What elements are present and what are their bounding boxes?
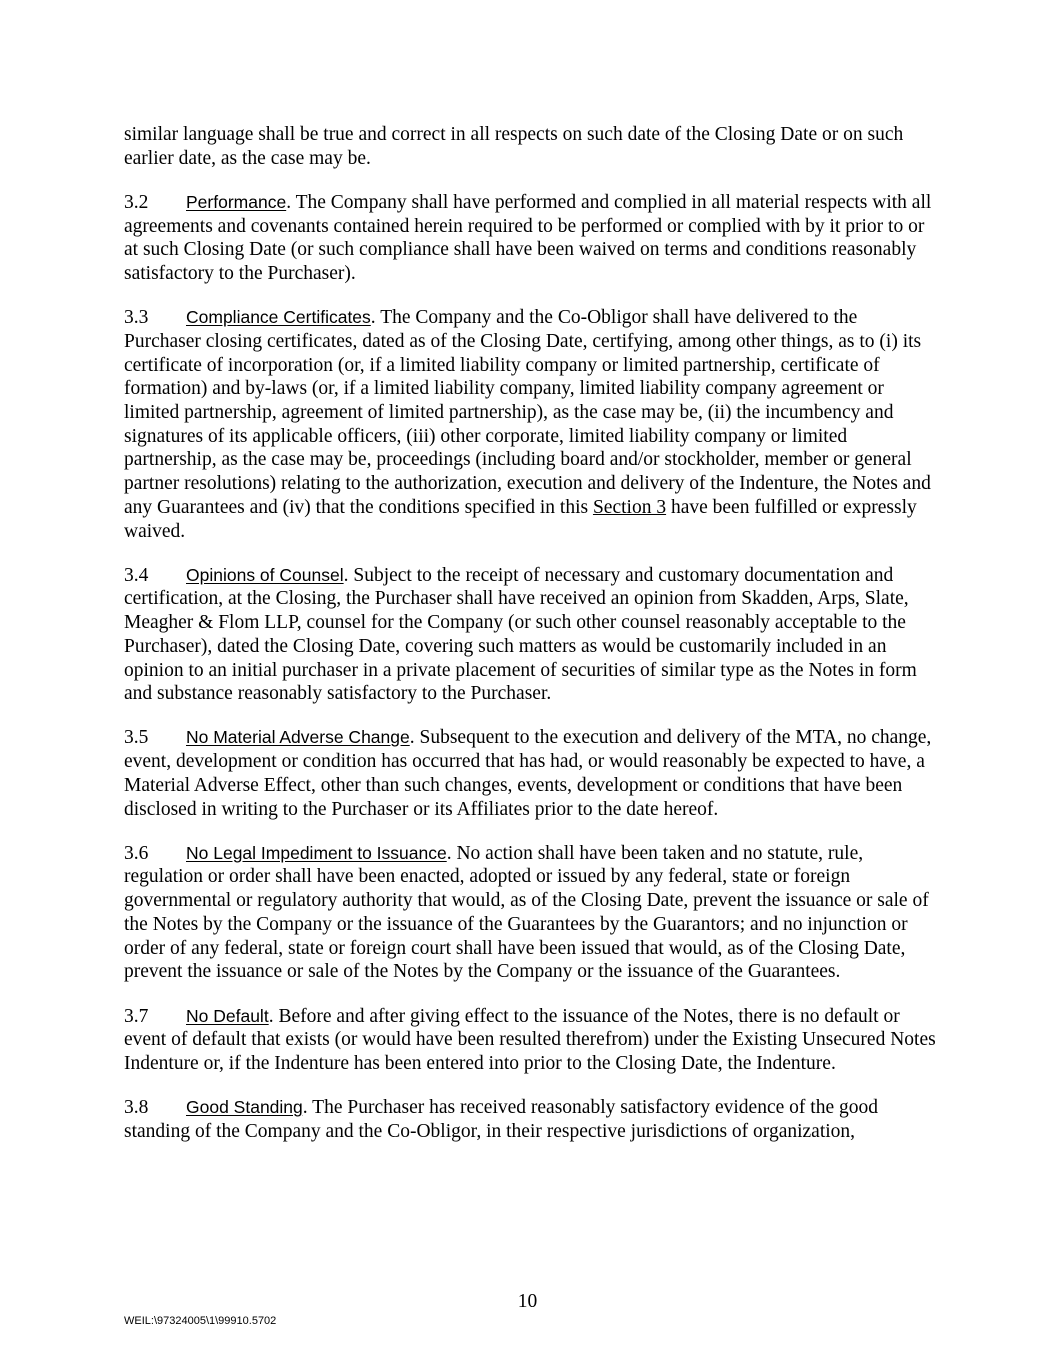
section-3-2 xyxy=(124,191,936,286)
section-number: 3.4 xyxy=(124,564,149,586)
section-3-6 xyxy=(124,842,936,984)
page-number: 10 xyxy=(517,1291,538,1312)
section-3-8 xyxy=(124,1096,936,1143)
section-number: 3.7 xyxy=(124,1005,149,1027)
section-body: . Subsequent to the execution and delivery of the MTA, no change, event, development or condition has occurred that has had, or would reasonably be expected to have, a Material Adverse Effect, other than such changes, events, development or conditions that have been disclosed in writing to the Purchaser or its Affiliates prior to the date hereof. xyxy=(124,727,932,820)
section-3-7 xyxy=(124,1005,936,1076)
document-id: WEIL:\97324005\1\99910.5702 xyxy=(124,1315,277,1327)
section-3-4 xyxy=(124,564,936,706)
section-number: 3.6 xyxy=(124,842,149,864)
section-3-5 xyxy=(124,726,936,821)
continuation-text: similar language shall be true and correct in all respects on such date of the Closing Date or on such earlier date, as the case may be. xyxy=(124,124,904,169)
section-heading: Good Standing xyxy=(186,1097,303,1118)
section-body: . No action shall have been taken and no statute, rule, regulation or order shall have been enacted, adopted or issued by any federal, state or foreign governmental or regulatory authority that would, as of the Closing Date, prevent the issuance or sale of the Notes by the Company or the issuance of the Guarantees by the Guarantors; and no injunction or order of any federal, state or foreign court shall have been issued that would, as of the Closing Date, prevent the issuance or sale of the Notes by the Company or the issuance of the Guarantees. xyxy=(124,842,929,983)
section-3-3 xyxy=(124,306,936,543)
section-number: 3.3 xyxy=(124,307,149,329)
section-body: . The Purchaser has received reasonably satisfactory evidence of the good standing of the Company and the Co-Obligor, in their respective jurisdictions of organization, xyxy=(124,1097,878,1142)
section-heading: Compliance Certificates xyxy=(186,307,371,328)
section-number: 3.8 xyxy=(124,1097,149,1119)
section-body: . The Company and the Co-Obligor shall have delivered to the Purchaser closing certificates, dated as of the Closing Date, certifying, among other things, as to (i) its certificate of incorporation (or, if a limited liability company or limited partnership, certificate of formation) and by-laws (or, if a limited liability company, limited liability company agreement or limited partnership, agreement of limited partnership), as the case may be, (ii) the incumbency and signatures of its applicable officers, (iii) other corporate, limited liability company or limited partnership, as the case may be, proceedings (including board and/or stockholder, member or general partner resolutions) relating to the authorization, execution and delivery of the Indenture, the Notes and any Guarantees and (iv) that the conditions specified in this xyxy=(124,307,931,518)
continuation-paragraph xyxy=(124,123,936,170)
section-body: . The Company shall have performed and complied in all material respects with all agreements and covenants contained herein required to be performed or complied with by it prior to or at such Closing Date (or such compliance shall have been waived on terms and conditions reasonably satisfactory to the Purchaser). xyxy=(124,191,932,285)
section-heading: No Material Adverse Change xyxy=(186,727,410,748)
section-body-continued: have been fulfilled or expressly waived. xyxy=(124,496,917,542)
section-heading: Performance xyxy=(186,191,287,212)
section-heading: No Default xyxy=(186,1005,269,1026)
section-number: 3.2 xyxy=(124,191,149,213)
section-heading: No Legal Impediment to Issuance xyxy=(186,842,447,863)
section-number: 3.5 xyxy=(124,727,149,749)
section-cross-reference: Section 3 xyxy=(592,496,667,518)
document-body xyxy=(124,123,936,1164)
section-body: . Before and after giving effect to the issuance of the Notes, there is no default or event of default that exists (or would have been resulted therefrom) under the Existing Unsecured Notes Indenture or, if the Indenture has been entered into prior to the Closing Date, the Indenture. xyxy=(124,1005,936,1074)
section-heading: Opinions of Counsel xyxy=(186,564,344,585)
section-body: . Subject to the receipt of necessary and customary documentation and certification, at the Closing, the Purchaser shall have received an opinion from Skadden, Arps, Slate, Meagher & Flom LLP, counsel for the Company (or such other counsel reasonably acceptable to the Purchaser), dated the Closing Date, covering such matters as would be customarily included in an opinion to an initial purchaser in a private placement of securities of similar type as the Notes in form and substance reasonably satisfactory to the Purchaser. xyxy=(124,564,917,705)
